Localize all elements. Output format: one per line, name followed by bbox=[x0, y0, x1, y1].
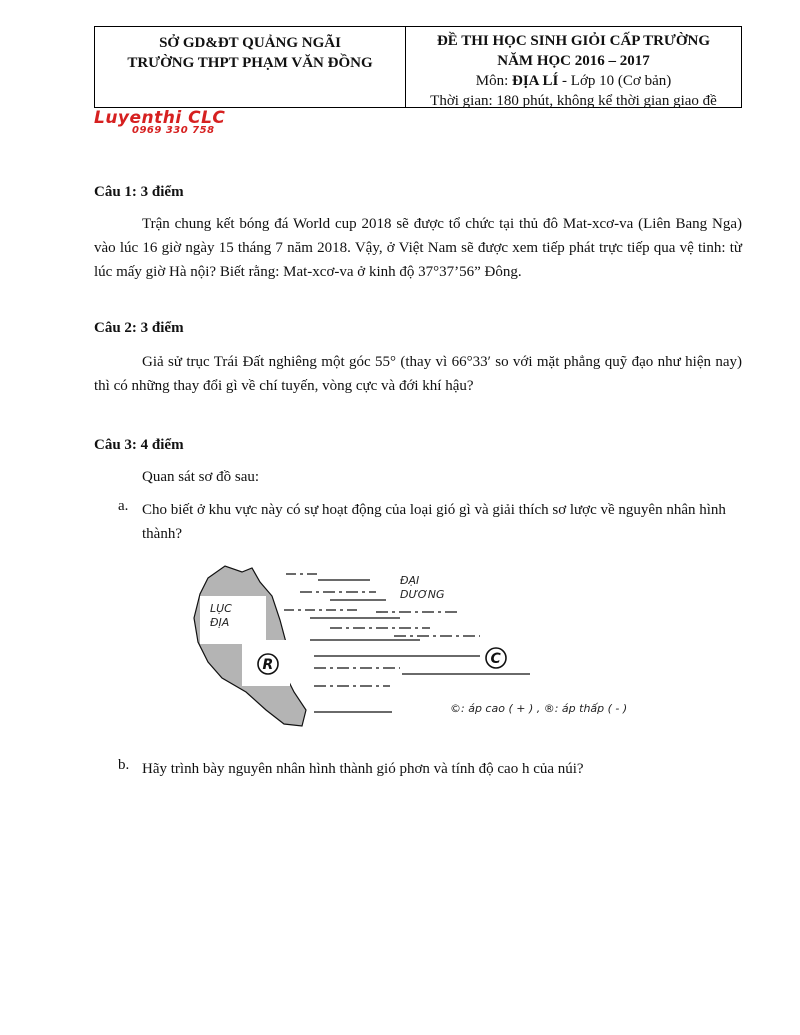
question-2-title: Câu 2: 3 điểm bbox=[94, 320, 184, 336]
question-2-text: Giả sử trục Trái Đất nghiêng một góc 55° (thay vì 66°33′ so với mặt phẳng quỹ đạo như hiện nay) thì có những thay đổi gì về chí tuyến, vòng cực và đới khí hậu? bbox=[94, 354, 742, 394]
time-limit: Thời gian: 180 phút, không kể thời gian giao đề bbox=[430, 93, 717, 109]
question-1-title: Câu 1: 3 điểm bbox=[94, 184, 184, 200]
exam-title: ĐỀ THI HỌC SINH GIỎI CẤP TRƯỜNG bbox=[436, 33, 711, 49]
question-3a-marker: a. bbox=[118, 498, 129, 514]
watermark-brand: Luyenthi CLC bbox=[94, 108, 226, 128]
school-info bbox=[95, 27, 406, 107]
question-3-title: Câu 3: 4 điểm bbox=[94, 437, 184, 453]
diagram-legend: ©: áp cao ( + ) , ®: áp thấp ( - ) bbox=[450, 702, 628, 715]
watermark-phone: 0969 330 758 bbox=[132, 125, 215, 136]
land-label-2: ĐỊA bbox=[210, 616, 230, 629]
subject-line bbox=[406, 71, 741, 91]
question-3a-text: Cho biết ở khu vực này có sự hoạt động của loại gió gì và giải thích sơ lược về nguyên nhân hình thành? bbox=[142, 502, 726, 542]
school-name: TRƯỜNG THPT PHẠM VĂN ĐỒNG bbox=[127, 55, 373, 71]
ocean-label-1: ĐẠI bbox=[400, 574, 420, 587]
school-year: NĂM HỌC 2016 – 2017 bbox=[497, 53, 650, 69]
exam-header bbox=[94, 26, 742, 108]
question-3b-text: Hãy trình bày nguyên nhân hình thành gió phơn và tính độ cao h của núi? bbox=[142, 761, 584, 777]
watermark-logo bbox=[94, 108, 225, 136]
department-name: SỞ GD&ĐT QUẢNG NGÃI bbox=[159, 35, 341, 51]
subject-suffix: - Lớp 10 (Cơ bản) bbox=[558, 73, 672, 89]
low-pressure-symbol: R bbox=[262, 657, 274, 673]
subject-name: ĐỊA LÍ bbox=[512, 73, 559, 89]
high-pressure-symbol: C bbox=[490, 651, 501, 667]
pressure-wind-diagram bbox=[180, 560, 660, 730]
subject-prefix: Môn: bbox=[475, 73, 513, 89]
exam-info bbox=[406, 27, 741, 107]
land-label-1: LỤC bbox=[210, 602, 232, 615]
ocean-label-2: DƯƠNG bbox=[400, 588, 445, 601]
question-3b-marker: b. bbox=[118, 757, 130, 773]
question-1-text: Trận chung kết bóng đá World cup 2018 sẽ được tổ chức tại thủ đô Mat-xcơ-va (Liên Bang Nga) vào lúc 16 giờ ngày 15 tháng 7 năm 2018. Vậy, ở Việt Nam sẽ được xem tiếp phát trực tiếp qua vệ tinh: từ lúc mấy giờ Hà nội? Biết rằng: Mat-xcơ-va ở kinh độ 37°37’56” Đông. bbox=[94, 216, 742, 280]
question-3-intro: Quan sát sơ đồ sau: bbox=[142, 469, 260, 485]
